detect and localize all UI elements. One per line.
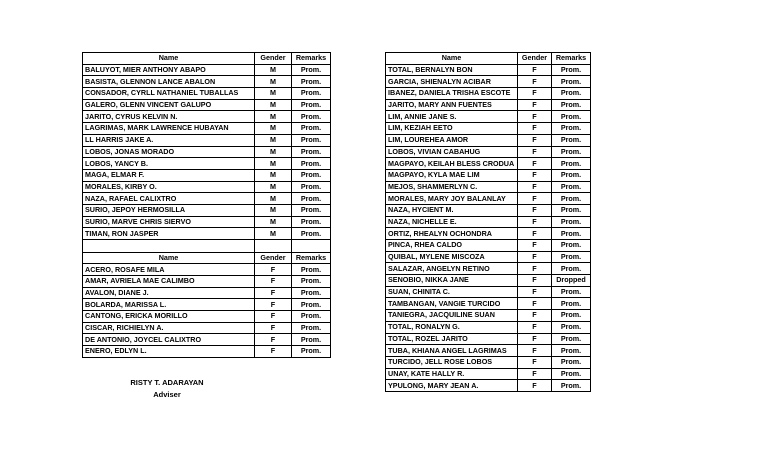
student-name: SUAN, CHINITA C. bbox=[386, 286, 518, 298]
student-name: LOBOS, VIVIAN CABAHUG bbox=[386, 146, 518, 158]
student-gender: F bbox=[518, 134, 552, 146]
student-name: MEJOS, SHAMMERLYN C. bbox=[386, 181, 518, 193]
student-name: PINCA, RHEA CALDO bbox=[386, 240, 518, 252]
student-row bbox=[83, 264, 331, 276]
student-row bbox=[386, 356, 591, 368]
student-gender: F bbox=[255, 334, 292, 346]
student-gender: F bbox=[518, 88, 552, 100]
name-header: Name bbox=[83, 53, 255, 65]
student-name: LAGRIMAS, MARK LAWRENCE HUBAYAN bbox=[83, 123, 255, 135]
student-row bbox=[386, 263, 591, 275]
student-remarks: Prom. bbox=[552, 368, 591, 380]
student-name: SURIO, JEPOY HERMOSILLA bbox=[83, 204, 255, 216]
student-gender: M bbox=[255, 169, 292, 181]
name-header: Name bbox=[83, 252, 255, 264]
student-gender: M bbox=[255, 76, 292, 88]
student-remarks: Prom. bbox=[292, 123, 331, 135]
student-remarks: Prom. bbox=[552, 169, 591, 181]
student-remarks: Prom. bbox=[552, 216, 591, 228]
student-gender: M bbox=[255, 64, 292, 76]
student-remarks: Prom. bbox=[552, 240, 591, 252]
student-name: ORTIZ, RHEALYN OCHONDRA bbox=[386, 228, 518, 240]
left-class-table bbox=[82, 52, 331, 358]
student-remarks: Prom. bbox=[292, 264, 331, 276]
student-gender: F bbox=[518, 240, 552, 252]
student-row bbox=[386, 333, 591, 345]
student-gender: F bbox=[518, 216, 552, 228]
student-row bbox=[386, 123, 591, 135]
student-remarks: Prom. bbox=[552, 158, 591, 170]
student-gender: F bbox=[255, 310, 292, 322]
student-row bbox=[386, 228, 591, 240]
student-row bbox=[386, 64, 591, 76]
gender-header: Gender bbox=[255, 53, 292, 65]
student-row bbox=[386, 193, 591, 205]
student-remarks: Prom. bbox=[552, 64, 591, 76]
student-name: MAGA, ELMAR F. bbox=[83, 169, 255, 181]
student-row bbox=[83, 169, 331, 181]
student-name: LOBOS, JONAS MORADO bbox=[83, 146, 255, 158]
student-name: UNAY, KATE HALLY R. bbox=[386, 368, 518, 380]
student-row bbox=[386, 204, 591, 216]
student-name: BOLARDA, MARISSA L. bbox=[83, 299, 255, 311]
student-row bbox=[386, 76, 591, 88]
student-row bbox=[83, 275, 331, 287]
student-remarks: Prom. bbox=[292, 310, 331, 322]
student-row bbox=[83, 134, 331, 146]
student-name: MAGPAYO, KEILAH BLESS CRODUA bbox=[386, 158, 518, 170]
student-row bbox=[83, 310, 331, 322]
student-row bbox=[386, 146, 591, 158]
student-name: LIM, LOUREHEA AMOR bbox=[386, 134, 518, 146]
student-row bbox=[83, 146, 331, 158]
student-row bbox=[83, 204, 331, 216]
student-gender: F bbox=[518, 310, 552, 322]
student-name: GARCIA, SHIENALYN ACIBAR bbox=[386, 76, 518, 88]
student-name: NAZA, NICHELLE E. bbox=[386, 216, 518, 228]
student-name: AVALON, DIANE J. bbox=[83, 287, 255, 299]
student-row bbox=[386, 298, 591, 310]
student-gender: F bbox=[518, 228, 552, 240]
student-row bbox=[83, 123, 331, 135]
student-remarks: Prom. bbox=[552, 345, 591, 357]
student-gender: F bbox=[518, 345, 552, 357]
student-row bbox=[386, 181, 591, 193]
student-remarks: Prom. bbox=[552, 134, 591, 146]
student-name: SURIO, MARVE CHRIS SIERVO bbox=[83, 216, 255, 228]
student-name: TANIEGRA, JACQUILINE SUAN bbox=[386, 310, 518, 322]
student-name: SALAZAR, ANGELYN RETINO bbox=[386, 263, 518, 275]
student-remarks: Prom. bbox=[292, 275, 331, 287]
student-name: CANTONG, ERICKA MORILLO bbox=[83, 310, 255, 322]
student-name: ACERO, ROSAFE MILA bbox=[83, 264, 255, 276]
student-remarks: Prom. bbox=[552, 88, 591, 100]
student-gender: M bbox=[255, 158, 292, 170]
student-row bbox=[386, 240, 591, 252]
student-gender: F bbox=[255, 264, 292, 276]
student-remarks: Prom. bbox=[552, 333, 591, 345]
student-gender: F bbox=[518, 146, 552, 158]
adviser-role: Adviser bbox=[153, 390, 181, 399]
student-name: TOTAL, RONALYN G. bbox=[386, 321, 518, 333]
student-name: JARITO, CYRUS KELVIN N. bbox=[83, 111, 255, 123]
student-gender: F bbox=[518, 123, 552, 135]
student-remarks: Prom. bbox=[552, 310, 591, 322]
student-row bbox=[83, 299, 331, 311]
student-name: ENERO, EDLYN L. bbox=[83, 346, 255, 358]
student-gender: F bbox=[255, 275, 292, 287]
student-remarks: Prom. bbox=[292, 346, 331, 358]
student-row bbox=[83, 99, 331, 111]
student-row bbox=[386, 134, 591, 146]
student-name: IBANEZ, DANIELA TRISHA ESCOTE bbox=[386, 88, 518, 100]
header-row bbox=[83, 53, 331, 65]
student-name: TOTAL, BERNALYN BON bbox=[386, 64, 518, 76]
student-row bbox=[83, 64, 331, 76]
student-gender: M bbox=[255, 146, 292, 158]
spacer-row bbox=[83, 240, 331, 253]
student-remarks: Prom. bbox=[292, 64, 331, 76]
student-remarks: Prom. bbox=[292, 111, 331, 123]
student-row bbox=[386, 251, 591, 263]
student-name: AMAR, AVRIELA MAE CALIMBO bbox=[83, 275, 255, 287]
student-remarks: Prom. bbox=[292, 287, 331, 299]
remarks-header: Remarks bbox=[552, 53, 591, 65]
student-name: LIM, ANNIE JANE S. bbox=[386, 111, 518, 123]
student-name: YPULONG, MARY JEAN A. bbox=[386, 380, 518, 392]
student-gender: F bbox=[255, 322, 292, 334]
header-row bbox=[386, 53, 591, 65]
student-row bbox=[83, 158, 331, 170]
student-remarks: Prom. bbox=[552, 146, 591, 158]
student-remarks: Prom. bbox=[552, 286, 591, 298]
student-row bbox=[386, 286, 591, 298]
student-remarks: Prom. bbox=[552, 380, 591, 392]
student-gender: F bbox=[518, 380, 552, 392]
student-gender: M bbox=[255, 193, 292, 205]
student-name: NAZA, HYCIENT M. bbox=[386, 204, 518, 216]
student-remarks: Prom. bbox=[552, 263, 591, 275]
student-gender: F bbox=[255, 287, 292, 299]
empty-cell bbox=[255, 240, 292, 253]
name-header: Name bbox=[386, 53, 518, 65]
header-row bbox=[83, 252, 331, 264]
student-gender: M bbox=[255, 99, 292, 111]
student-row bbox=[83, 228, 331, 240]
student-name: JARITO, MARY ANN FUENTES bbox=[386, 99, 518, 111]
student-remarks: Prom. bbox=[292, 76, 331, 88]
student-gender: M bbox=[255, 88, 292, 100]
student-remarks: Prom. bbox=[292, 322, 331, 334]
student-name: GALERO, GLENN VINCENT GALUPO bbox=[83, 99, 255, 111]
student-name: QUIBAL, MYLENE MISCOZA bbox=[386, 251, 518, 263]
student-row bbox=[386, 88, 591, 100]
student-remarks: Prom. bbox=[552, 123, 591, 135]
student-row bbox=[386, 216, 591, 228]
student-gender: F bbox=[518, 368, 552, 380]
left-table-body bbox=[83, 53, 331, 358]
student-remarks: Prom. bbox=[552, 228, 591, 240]
student-name: MORALES, KIRBY O. bbox=[83, 181, 255, 193]
student-remarks: Prom. bbox=[292, 299, 331, 311]
student-name: TAMBANGAN, VANGIE TURCIDO bbox=[386, 298, 518, 310]
student-row bbox=[83, 346, 331, 358]
student-gender: F bbox=[518, 286, 552, 298]
student-remarks: Prom. bbox=[292, 88, 331, 100]
student-gender: M bbox=[255, 216, 292, 228]
student-name: BALUYOT, MIER ANTHONY ABAPO bbox=[83, 64, 255, 76]
student-row bbox=[83, 193, 331, 205]
student-name: DE ANTONIO, JOYCEL CALIXTRO bbox=[83, 334, 255, 346]
student-remarks: Prom. bbox=[552, 251, 591, 263]
right-table-body bbox=[386, 53, 591, 392]
student-name: TOTAL, ROZEL JARITO bbox=[386, 333, 518, 345]
student-gender: F bbox=[518, 169, 552, 181]
right-class-table bbox=[385, 52, 591, 392]
student-gender: M bbox=[255, 228, 292, 240]
student-name: LIM, KEZIAH EETO bbox=[386, 123, 518, 135]
student-gender: M bbox=[255, 134, 292, 146]
student-row bbox=[83, 111, 331, 123]
student-remarks: Prom. bbox=[292, 204, 331, 216]
student-remarks: Prom. bbox=[292, 334, 331, 346]
student-name: TUBA, KHIANA ANGEL LAGRIMAS bbox=[386, 345, 518, 357]
student-gender: F bbox=[518, 356, 552, 368]
student-remarks: Prom. bbox=[292, 158, 331, 170]
student-gender: F bbox=[518, 64, 552, 76]
student-gender: F bbox=[518, 263, 552, 275]
student-name: NAZA, RAFAEL CALIXTRO bbox=[83, 193, 255, 205]
student-remarks: Prom. bbox=[292, 228, 331, 240]
student-name: MAGPAYO, KYLA MAE LIM bbox=[386, 169, 518, 181]
student-row bbox=[386, 380, 591, 392]
student-gender: M bbox=[255, 111, 292, 123]
student-name: CISCAR, RICHIELYN A. bbox=[83, 322, 255, 334]
student-row bbox=[386, 158, 591, 170]
remarks-header: Remarks bbox=[292, 53, 331, 65]
gender-header: Gender bbox=[255, 252, 292, 264]
student-row bbox=[386, 169, 591, 181]
student-name: MORALES, MARY JOY BALANLAY bbox=[386, 193, 518, 205]
student-row bbox=[83, 88, 331, 100]
gender-header: Gender bbox=[518, 53, 552, 65]
student-gender: F bbox=[518, 204, 552, 216]
student-gender: M bbox=[255, 204, 292, 216]
student-remarks: Prom. bbox=[292, 169, 331, 181]
student-gender: F bbox=[518, 333, 552, 345]
student-row bbox=[386, 345, 591, 357]
remarks-header: Remarks bbox=[292, 252, 331, 264]
student-gender: F bbox=[255, 346, 292, 358]
student-remarks: Prom. bbox=[552, 298, 591, 310]
student-remarks: Prom. bbox=[292, 181, 331, 193]
student-gender: F bbox=[518, 111, 552, 123]
student-row bbox=[83, 287, 331, 299]
student-remarks: Prom. bbox=[552, 321, 591, 333]
student-gender: F bbox=[518, 298, 552, 310]
student-remarks: Prom. bbox=[292, 193, 331, 205]
student-row bbox=[83, 334, 331, 346]
student-gender: F bbox=[518, 76, 552, 88]
student-remarks: Prom. bbox=[552, 356, 591, 368]
student-remarks: Prom. bbox=[552, 204, 591, 216]
student-name: LOBOS, YANCY B. bbox=[83, 158, 255, 170]
student-gender: F bbox=[518, 275, 552, 287]
student-row bbox=[83, 181, 331, 193]
student-gender: M bbox=[255, 181, 292, 193]
student-row bbox=[386, 321, 591, 333]
student-gender: F bbox=[518, 158, 552, 170]
student-name: TURCIDO, JELL ROSE LOBOS bbox=[386, 356, 518, 368]
student-name: CONSADOR, CYRLL NATHANIEL TUBALLAS bbox=[83, 88, 255, 100]
student-row bbox=[83, 76, 331, 88]
student-remarks: Prom. bbox=[292, 134, 331, 146]
student-remarks: Prom. bbox=[292, 146, 331, 158]
student-gender: F bbox=[518, 99, 552, 111]
student-remarks: Prom. bbox=[552, 99, 591, 111]
student-remarks: Prom. bbox=[292, 216, 331, 228]
student-gender: F bbox=[518, 181, 552, 193]
student-name: SENOBIO, NIKKA JANE bbox=[386, 275, 518, 287]
adviser-name: RISTY T. ADARAYAN bbox=[130, 378, 204, 387]
student-remarks: Prom. bbox=[552, 181, 591, 193]
student-name: LL HARRIS JAKE A. bbox=[83, 134, 255, 146]
student-row bbox=[83, 216, 331, 228]
student-row bbox=[386, 368, 591, 380]
student-remarks: Dropped bbox=[552, 275, 591, 287]
student-name: BASISTA, GLENNON LANCE ABALON bbox=[83, 76, 255, 88]
empty-cell bbox=[83, 240, 255, 253]
empty-cell bbox=[292, 240, 331, 253]
student-gender: F bbox=[518, 321, 552, 333]
student-gender: F bbox=[518, 193, 552, 205]
student-remarks: Prom. bbox=[552, 76, 591, 88]
student-gender: F bbox=[518, 251, 552, 263]
student-row bbox=[386, 310, 591, 322]
student-row bbox=[386, 275, 591, 287]
student-remarks: Prom. bbox=[552, 193, 591, 205]
student-gender: F bbox=[255, 299, 292, 311]
student-row bbox=[386, 99, 591, 111]
student-row bbox=[83, 322, 331, 334]
student-remarks: Prom. bbox=[552, 111, 591, 123]
student-gender: M bbox=[255, 123, 292, 135]
student-remarks: Prom. bbox=[292, 99, 331, 111]
student-row bbox=[386, 111, 591, 123]
student-name: TIMAN, RON JASPER bbox=[83, 228, 255, 240]
